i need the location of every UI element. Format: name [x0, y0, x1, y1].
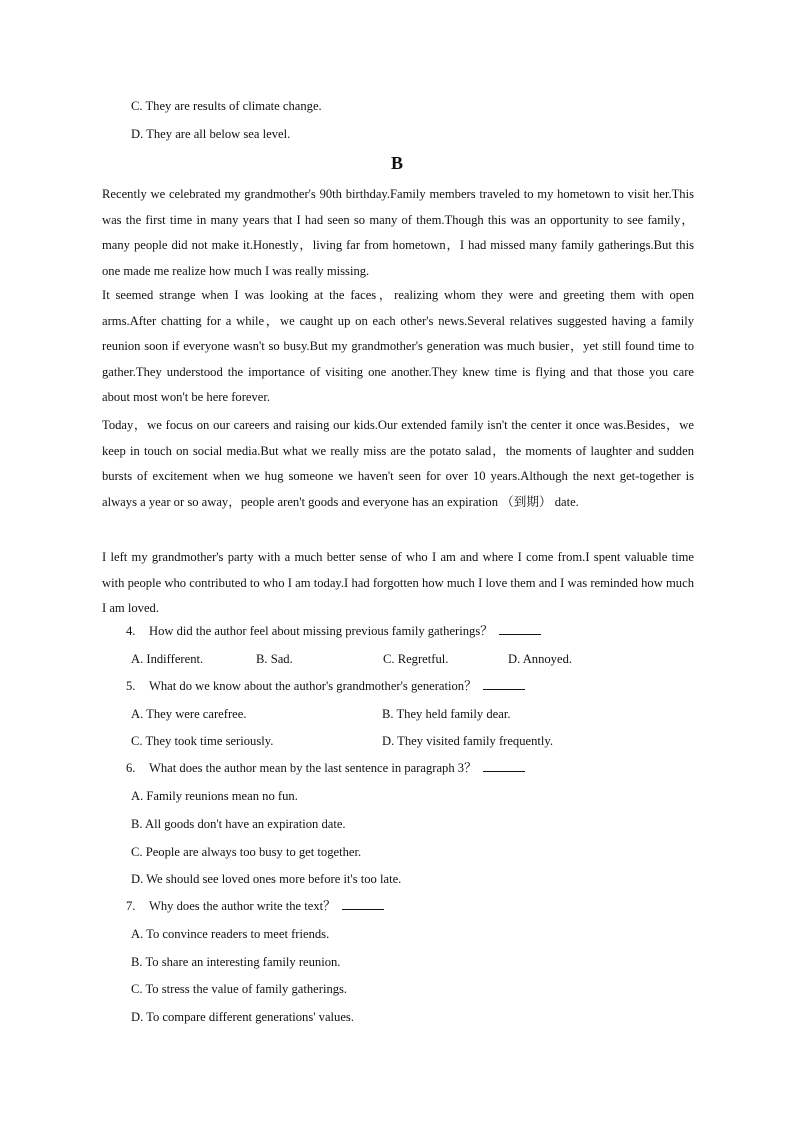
q7-option-c[interactable]: C. To stress the value of family gatherings.: [131, 982, 348, 996]
question-number: 6.: [126, 761, 136, 775]
q7-option-b[interactable]: B. To share an interesting family reunion.: [131, 955, 341, 969]
q6-option-c[interactable]: C. People are always too busy to get together.: [131, 845, 362, 859]
answer-blank[interactable]: [483, 678, 525, 690]
q4-option-d[interactable]: D. Annoyed.: [508, 652, 573, 666]
q6-option-b[interactable]: B. All goods don't have an expiration date.: [131, 817, 346, 831]
question-5: [126, 678, 525, 694]
q5-option-c[interactable]: C. They took time seriously.: [131, 734, 274, 748]
answer-blank[interactable]: [499, 623, 541, 635]
q4-option-c[interactable]: C. Regretful.: [383, 652, 449, 666]
previous-option-d: D. They are all below sea level.: [131, 127, 291, 141]
question-text: What do we know about the author's grandmother's generation？: [149, 679, 477, 693]
q5-option-b[interactable]: B. They held family dear.: [382, 707, 511, 721]
q6-option-d[interactable]: D. We should see loved ones more before it's too late.: [131, 872, 402, 886]
q4-option-a[interactable]: A. Indifferent.: [131, 652, 204, 666]
question-6: [126, 760, 525, 776]
question-number: 5.: [126, 679, 136, 693]
question-text: How did the author feel about missing previous family gatherings？: [149, 624, 493, 638]
question-4: [126, 623, 541, 639]
paragraph-3: Today，we focus on our careers and raising our kids.Our extended family isn't the center it once was.Besides，we keep in touch on social media.But what we really miss are the potato salad，the moments of laughter and sudden bursts of excitement when we hug someone we haven't seen for over 10 years.Although the next get-together is always a year or so away，people aren't goods and everyone has an expiration （到期） date.: [102, 418, 694, 509]
question-text: What does the author mean by the last sentence in paragraph 3？: [149, 761, 477, 775]
question-number: 4.: [126, 624, 136, 638]
q7-option-d[interactable]: D. To compare different generations' values.: [131, 1010, 354, 1024]
q5-option-a[interactable]: A. They were carefree.: [131, 707, 247, 721]
q7-option-a[interactable]: A. To convince readers to meet friends.: [131, 927, 330, 941]
answer-blank[interactable]: [342, 898, 384, 910]
previous-option-c: C. They are results of climate change.: [131, 99, 322, 113]
question-7: [126, 898, 384, 914]
q4-option-b[interactable]: B. Sad.: [256, 652, 293, 666]
q6-option-a[interactable]: A. Family reunions mean no fun.: [131, 789, 298, 803]
q5-option-d[interactable]: D. They visited family frequently.: [382, 734, 554, 748]
section-heading: B: [390, 153, 403, 173]
question-number: 7.: [126, 899, 136, 913]
paragraph-2: It seemed strange when I was looking at the faces，realizing whom they were and greeting them with open arms.After chatting for a while，we caught up on each other's news.Several relatives suggested having a family reunion soon if everyone wasn't so busy.But my grandmother's generation was much busier，yet still found time to gather.They understood the importance of visiting one another.They knew time is flying and that those you care about most won't be here forever.: [102, 288, 694, 404]
answer-blank[interactable]: [483, 760, 525, 772]
paragraph-1: Recently we celebrated my grandmother's 90th birthday.Family members traveled to my hometown to visit her.This was the first time in many years that I had seen so many of them.Though this was an opportunity to see family，many people did not make it.Honestly，living far from hometown，I had missed many family gatherings.But this one made me realize how much I was really missing.: [102, 187, 694, 278]
question-text: Why does the author write the text？: [149, 899, 336, 913]
paragraph-4: I left my grandmother's party with a much better sense of who I am and where I come from.I spent valuable time with people who contributed to who I am today.I had forgotten how much I love them and I was reminded how much I am loved.: [102, 550, 694, 615]
